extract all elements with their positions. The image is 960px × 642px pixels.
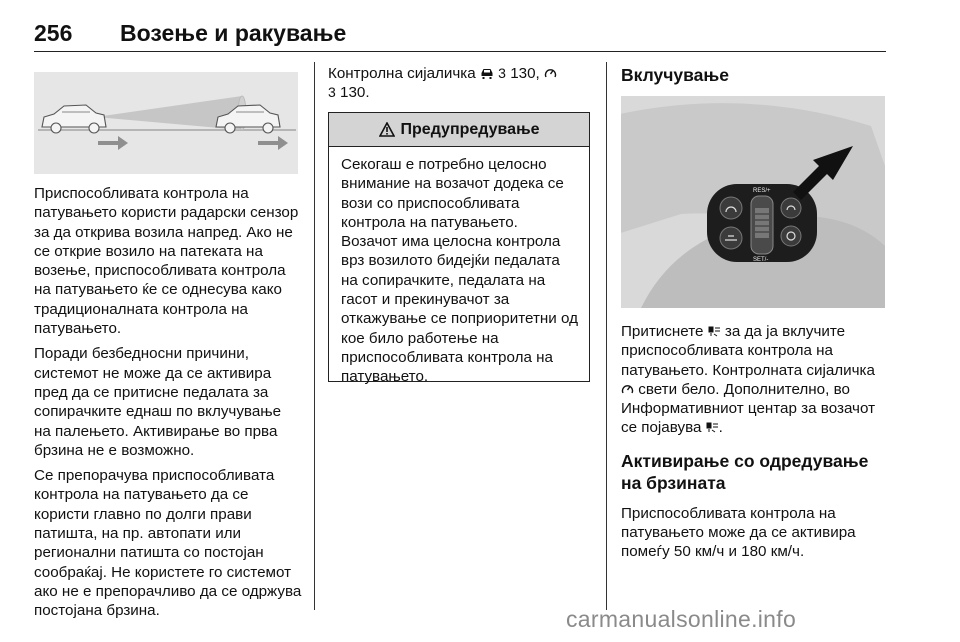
indicator-reference: Контролна сијаличка 3 130, 3 130. <box>328 64 590 103</box>
column-divider-2 <box>606 62 607 610</box>
adaptive-cruise-icon <box>706 421 719 433</box>
watermark: carmanualsonline.info <box>566 606 797 632</box>
paragraph: Притиснете за да ја вклучите приспособливата контрола на патувањето. Контролната сијаличка свети бело. Дополнително, во Информативниот центар за возачот се појавува . <box>621 323 876 437</box>
column-3-text <box>621 64 887 94</box>
car-icon <box>480 67 494 79</box>
page-header <box>34 18 886 52</box>
adaptive-cruise-icon <box>708 325 721 337</box>
paragraph: Поради безбедносни причини, системот не може да се активира пред да се притисне педалата за сопирачките еднаш по вклучување на палењето. Активирање во прва брзина не е возможно. <box>34 345 282 459</box>
paragraph: Приспособливата контрола на патувањето може да се активира помеѓу 50 км/ч и 180 км/ч. <box>621 504 856 561</box>
column-divider-1 <box>314 62 315 610</box>
column-1-text <box>34 184 302 627</box>
column-2-text <box>328 64 590 103</box>
page-number: 256 <box>34 20 73 46</box>
warning-body <box>329 147 589 387</box>
paragraph: Приспособливата контрола на патувањето користи радарски сензор за да открива возила напред. Ако не се открие возило на патеката на возење, приспособливата контрола на патувањето ќе се однесува како традиционалната контрола на патувањето. <box>34 185 299 338</box>
section-heading: Активирање со одредување на брзината <box>621 450 869 493</box>
warning-title: Предупредување <box>400 120 540 138</box>
warning-paragraph: Секогаш е потребно целосно внимание на возачот додека се вози со приспособливата контрола на патувањето. <box>341 156 564 231</box>
cruise-control-icon <box>621 383 634 395</box>
section-heading: Вклучување <box>621 65 729 85</box>
cruise-control-icon <box>544 67 557 79</box>
reference-arrow: 3 <box>498 65 506 81</box>
steering-wheel-controls-illustration <box>621 96 885 308</box>
warning-paragraph: Возачот има целосна контрола врз возилото бидејќи педалата на сопирачките, педалата на гасот и прекинувачот за откажување се поприоритетни од кое било работење на приспособливата контрола на патувањето. <box>341 233 578 386</box>
res-label: RES/+ <box>753 188 771 194</box>
column-3-lower <box>621 322 887 568</box>
paragraph: Се препорачува приспособливата контрола на патувањето да се користи главно по долги прави патишта, на пр. автопати или регионални патишта со постојан сообраќај. Не користете го системот ако не е препорачливо да се одржува постојана брзина. <box>34 467 302 620</box>
warning-icon <box>379 122 395 137</box>
warning-header <box>329 113 589 147</box>
reference-arrow: 3 <box>328 84 336 101</box>
set-label: SET/- <box>753 257 769 263</box>
warning-box <box>328 112 590 386</box>
radar-sensor-illustration <box>34 72 298 174</box>
page-title: Возење и ракување <box>120 20 347 46</box>
